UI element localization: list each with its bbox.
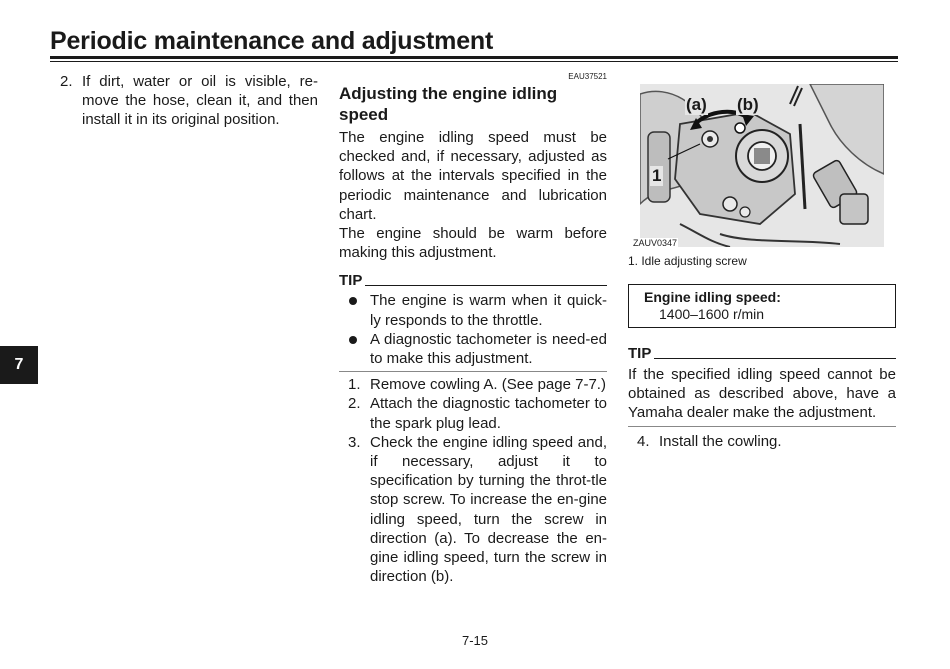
tip-bullets [339,291,607,368]
item-text: Attach the diagnostic tachometer to the spark plug lead. [370,395,607,432]
left-column [60,72,318,130]
figure-code: ZAUV0347 [633,238,678,248]
spec-title: Engine idling speed: [644,289,781,305]
section-code: EAU37521 [568,72,607,81]
item-number: 2. [348,395,361,413]
item-number: 2. [60,73,73,90]
spec-box [628,284,896,328]
tip-rule [654,358,896,359]
item-text: Install the cowling. [659,433,782,450]
chapter-tab: 7 [0,346,38,384]
tip-rule [365,285,607,286]
list-item [60,72,318,130]
figure-label-a: (a) [686,95,707,114]
figure-label-b: (b) [737,95,759,114]
list-item [339,375,607,394]
header-rule [50,56,898,59]
figure-callout: 1 [652,166,662,185]
section-paragraph: The engine should be warm before making this adjustment. [339,225,607,262]
tip-label: TIP [339,272,363,290]
item-text: Check the engine idling speed and, if necessary, adjust it to specification by turning the throt-tle stop screw. To increase the en-gine idling speed, turn the screw in direction (a). To decrease the en-gine idling speed, turn the screw in direction (b). [370,433,607,586]
tip-heading [339,272,607,290]
section-paragraph: The engine idling speed must be checked and, if necessary, adjusted as follows at the intervals specified in the periodic maintenance and lubrication chart. [339,129,607,223]
bullet-item [339,291,607,329]
section-title: Adjusting the engine idling speed [339,84,558,124]
middle-column [339,72,607,586]
tip-end-rule [628,426,896,427]
bullet-icon [339,330,370,368]
tip-label: TIP [628,345,652,362]
step-list [339,375,607,586]
spec-value: 1400–1600 r/min [659,306,765,322]
step-list [628,432,896,451]
item-text: Remove cowling A. (See page 7-7.) [370,376,606,394]
list-item [628,432,896,451]
item-number: 1. [348,376,361,394]
tip-text: If the specified idling speed cannot be obtained as described above, have a Yamaha dealer make the adjustment. [628,366,896,422]
bullet-item [339,330,607,368]
item-number: 4. [637,433,650,450]
list-item [339,394,607,432]
item-number: 3. [348,433,361,451]
throttle-body-photo-icon [640,84,884,247]
header-rule-thin [50,61,898,62]
bullet-text: A diagnostic tachometer is need-ed to make this adjustment. [370,330,607,368]
page-title: Periodic maintenance and adjustment [50,27,494,55]
tip-end-rule [339,371,607,372]
tip-section [628,345,896,430]
bullet-icon [339,291,370,329]
item-text: If dirt, water or oil is visible, re-move the hose, clean it, and then install it in its original position. [82,73,318,129]
list-item [339,433,607,587]
page-number: 7-15 [461,633,489,648]
tip-heading [628,345,896,363]
bullet-text: The engine is warm when it quick-ly responds to the throttle. [370,292,607,329]
figure-caption: 1. Idle adjusting screw [628,254,747,268]
